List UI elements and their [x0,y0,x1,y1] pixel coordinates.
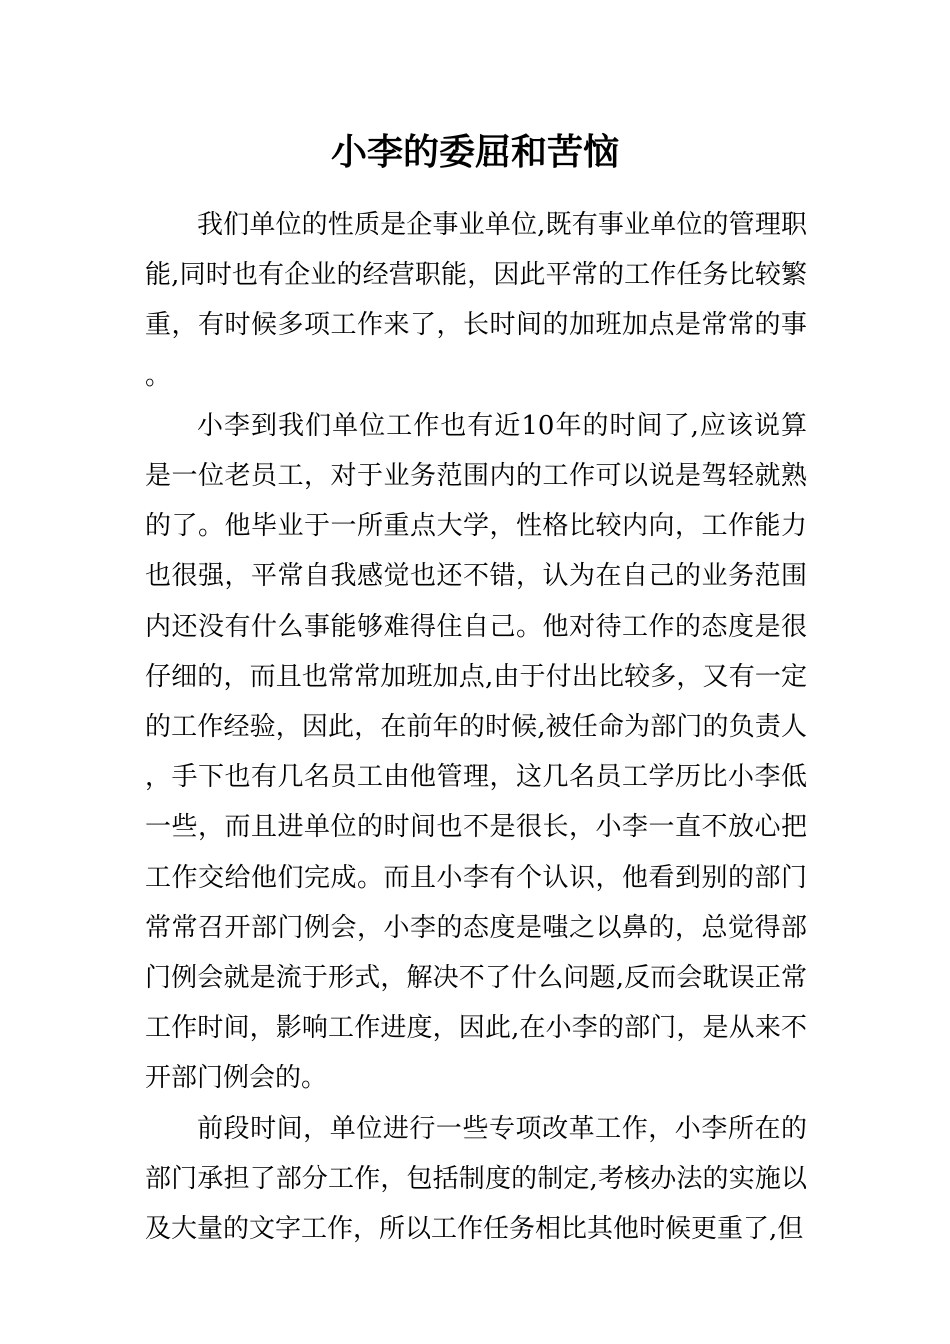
document-title: 小李的委屈和苦恼 [330,131,619,173]
paragraph-1: 我们单位的性质是企事业单位,既有事业单位的管理职能,同时也有企业的经营职能，因此平常的工作任务比较繁重，有时候多项工作来了，长时间的加班加点是常常的事。 [145,210,807,391]
paragraph-3: 前段时间，单位进行一些专项改革工作，小李所在的部门承担了部分工作，包括制度的制定,考核办法的实施以及大量的文字工作，所以工作任务相比其他时候更重了,但 [145,1113,807,1245]
paragraph-2: 小李到我们单位工作也有近10年的时间了,应该说算是一位老员工，对于业务范围内的工作可以说是驾轻就熟的了。他毕业于一所重点大学，性格比较内向，工作能力也很强，平常自我感觉也还不错，认为在自己的业务范围内还没有什么事能够难得住自己。他对待工作的态度是很仔细的，而且也常常加班加点,由于付出比较多，又有一定的工作经验，因此，在前年的时候,被任命为部门的负责人，手下也有几名员工由他管理，这几名员工学历比小李低一些，而且进单位的时间也不是很长，小李一直不放心把工作交给他们完成。而且小李有个认识，他看到别的部门常常召开部门例会，小李的态度是嗤之以鼻的，总觉得部门例会就是流于形式，解决不了什么问题,反而会耽误正常工作时间，影响工作进度，因此,在小李的部门，是从来不开部门例会的。 [145,410,807,1094]
document-body [145,200,807,1254]
